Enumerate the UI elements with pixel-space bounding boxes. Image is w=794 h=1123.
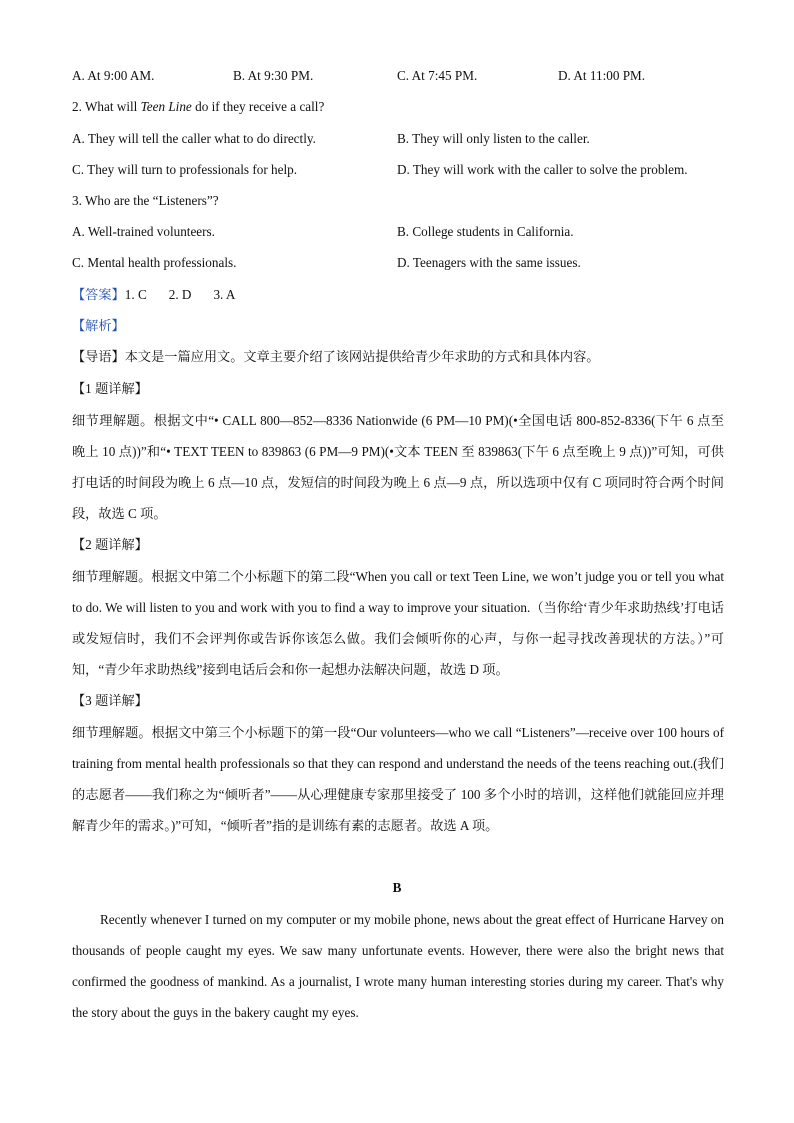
q3-option-b: B. College students in California. <box>397 224 574 239</box>
q2-stem-italic: Teen Line <box>140 99 192 114</box>
q3-options-row-2 <box>72 254 732 272</box>
q1-options <box>72 67 732 85</box>
guide-text: 本文是一篇应用文。文章主要介绍了该网站提供给青少年求助的方式和具体内容。 <box>124 349 600 364</box>
q3-stem: 3. Who are the “Listeners”? <box>72 193 219 208</box>
guide-label: 【导语】 <box>72 349 125 364</box>
section-b-paragraph: Recently whenever I turned on my computer or my mobile phone, news about the great effect of Hurricane Harvey on thousands of people caught my eyes. We saw many unfortunate events. However, there were also the bright news that confirmed the goodness of mankind. As a journalist, I wrote many human interesting stories during my career. That's why the story about the guys in the bakery caught my eyes. <box>72 912 724 1020</box>
detail1-text: 细节理解题。根据文中“• CALL 800—852—8336 Nationwide (6 PM—10 PM)(•全国电话 800-852-8336(下午 6 点至晚上 10 点))”和“• TEXT TEEN to 839863 (6 PM—9 PM)(•文本 TEEN 至 839863(下午 6 点至晚上 9 点))”可知，可供打电话的时间段为晚上 6 点—10 点，发短信的时间段为晚上 6 点—9 点，所以选项中仅有 C 项同时符合两个时间段，故选 C 项。 <box>72 413 724 521</box>
detail3-label: 【3 题详解】 <box>72 693 148 708</box>
q3-option-d: D. Teenagers with the same issues. <box>397 255 581 270</box>
q2-option-a: A. They will tell the caller what to do directly. <box>72 131 316 146</box>
q3-option-a: A. Well-trained volunteers. <box>72 224 215 239</box>
section-b-heading: B <box>392 880 402 895</box>
answer-item-2: 2. D <box>168 287 192 302</box>
answer-label: 【答案】 <box>72 287 125 302</box>
answer-item-1: 1. C <box>124 287 147 302</box>
q2-options-row-1 <box>72 130 732 148</box>
answer-item-3: 3. A <box>213 287 236 302</box>
q1-option-a: A. At 9:00 AM. <box>72 68 155 83</box>
q3-option-c: C. Mental health professionals. <box>72 255 237 270</box>
q1-option-d: D. At 11:00 PM. <box>558 68 646 83</box>
q2-option-b: B. They will only listen to the caller. <box>397 131 590 146</box>
answer-line <box>72 286 257 304</box>
detail1-label: 【1 题详解】 <box>72 381 148 396</box>
detail3-text: 细节理解题。根据文中第三个小标题下的第一段“Our volunteers—who we call “Listeners”—receive over 100 hours of training from mental health professionals so that they can respond and understand the needs of the teens reaching out.(我们的志愿者——我们称之为“倾听者”——从心理健康专家那里接受了 100 多个小时的培训，这样他们就能回应并理解青少年的需求。)”可知，“倾听者”指的是训练有素的志愿者。故选 A 项。 <box>72 725 724 833</box>
q2-options-row-2 <box>72 161 732 179</box>
q2-option-c: C. They will turn to professionals for help. <box>72 162 298 177</box>
guide-line <box>72 348 600 366</box>
q1-option-b: B. At 9:30 PM. <box>233 68 314 83</box>
q1-option-c: C. At 7:45 PM. <box>397 68 478 83</box>
q2-stem: 2. What will Teen Line do if they receive a call? <box>72 99 325 114</box>
q2-option-d: D. They will work with the caller to solve the problem. <box>397 162 688 177</box>
q3-options-row-1 <box>72 223 732 241</box>
detail2-label: 【2 题详解】 <box>72 537 148 552</box>
detail2-text: 细节理解题。根据文中第二个小标题下的第二段“When you call or text Teen Line, we won’t judge you or tell you what to do. We will listen to you and work with you to find a way to improve your situation.（当你给‘青少年求助热线’打电话或发短信时，我们不会评判你或告诉你该怎么做。我们会倾听你的心声，与你一起寻找改善现状的方法。）”可知，“青少年求助热线”接到电话后会和你一起想办法解决问题，故选 D 项。 <box>72 569 724 677</box>
analysis-label: 【解析】 <box>72 318 125 333</box>
